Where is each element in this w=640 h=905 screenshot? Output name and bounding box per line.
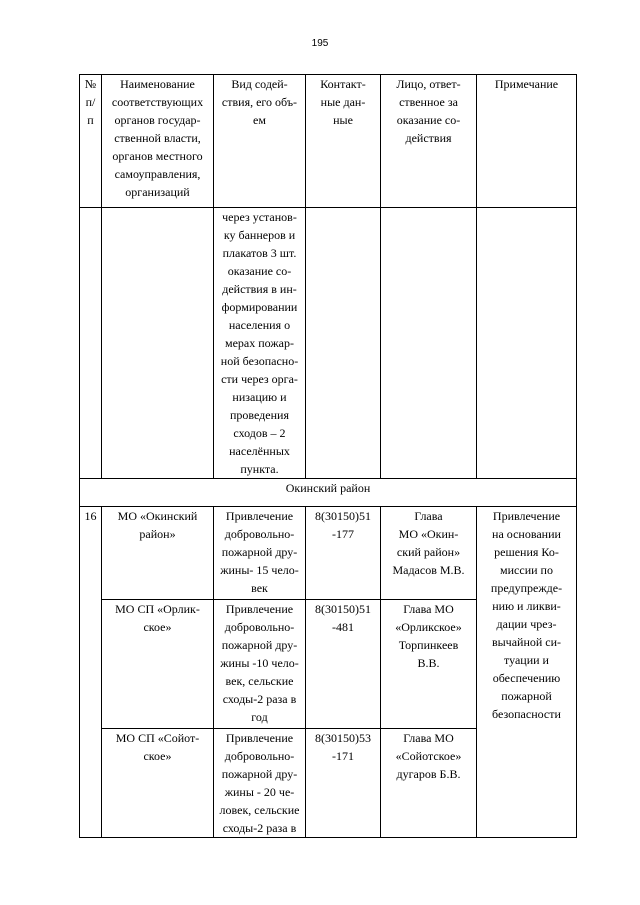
row-person: Глава МО «Окин- ский район» Мадасов М.В. [381, 507, 477, 600]
header-row [80, 75, 577, 208]
cont-assist: через установ- ку баннеров и плакатов 3 шт. оказание со- действия в ин- формировании населения о мерах пожар- ной безопасно- сти через орга- низацию и проведения сходов – 2 населённых пункта. [214, 208, 306, 479]
table-row [80, 507, 577, 600]
row-org: МО СП «Орлик- ское» [102, 600, 214, 729]
page-number: 195 [311, 38, 329, 49]
row-assist: Привлечение добровольно- пожарной дру- жины -10 чело- век, сельские сходы-2 раза в год [214, 600, 306, 729]
row-contacts: 8(30150)51 -177 [306, 507, 381, 600]
row-org: МО СП «Сойот- ское» [102, 729, 214, 838]
header-person: Лицо, ответ- ственное за оказание со- действия [381, 75, 477, 208]
cell-empty [102, 208, 214, 479]
row-org: МО «Окинский район» [102, 507, 214, 600]
cell-empty [80, 208, 102, 479]
continuation-row [80, 208, 577, 479]
header-num: № п/ п [80, 75, 102, 208]
row-contacts: 8(30150)51 -481 [306, 600, 381, 729]
header-assist: Вид содей- ствия, его объ- ем [214, 75, 306, 208]
cell-empty [477, 208, 577, 479]
row-assist: Привлечение добровольно- пожарной дру- жины - 20 че- ловек, сельские сходы-2 раза в [214, 729, 306, 838]
row-person: Глава МО «Сойотское» дугаров Б.В. [381, 729, 477, 838]
region-title: Окинский район [80, 479, 577, 507]
header-org: Наименование соответствующих органов государ- ственной власти, органов местного самоуправления, организаций [102, 75, 214, 208]
cell-empty [381, 208, 477, 479]
row-assist: Привлечение добровольно- пожарной дру- жины- 15 чело- век [214, 507, 306, 600]
cell-empty [306, 208, 381, 479]
header-note: Примечание [477, 75, 577, 208]
group-number: 16 [80, 507, 102, 838]
header-contacts: Контакт- ные дан- ные [306, 75, 381, 208]
row-person: Глава МО «Орликское» Торпинкеев В.В. [381, 600, 477, 729]
group-note: Привлечение на основании решения Ко- миссии по предупрежде- нию и ликви- дации чрез- вычайной си- туации и обеспечению пожарной безопасности [477, 507, 577, 838]
row-contacts: 8(30150)53 -171 [306, 729, 381, 838]
region-row [80, 479, 577, 507]
assistance-table [79, 74, 577, 838]
